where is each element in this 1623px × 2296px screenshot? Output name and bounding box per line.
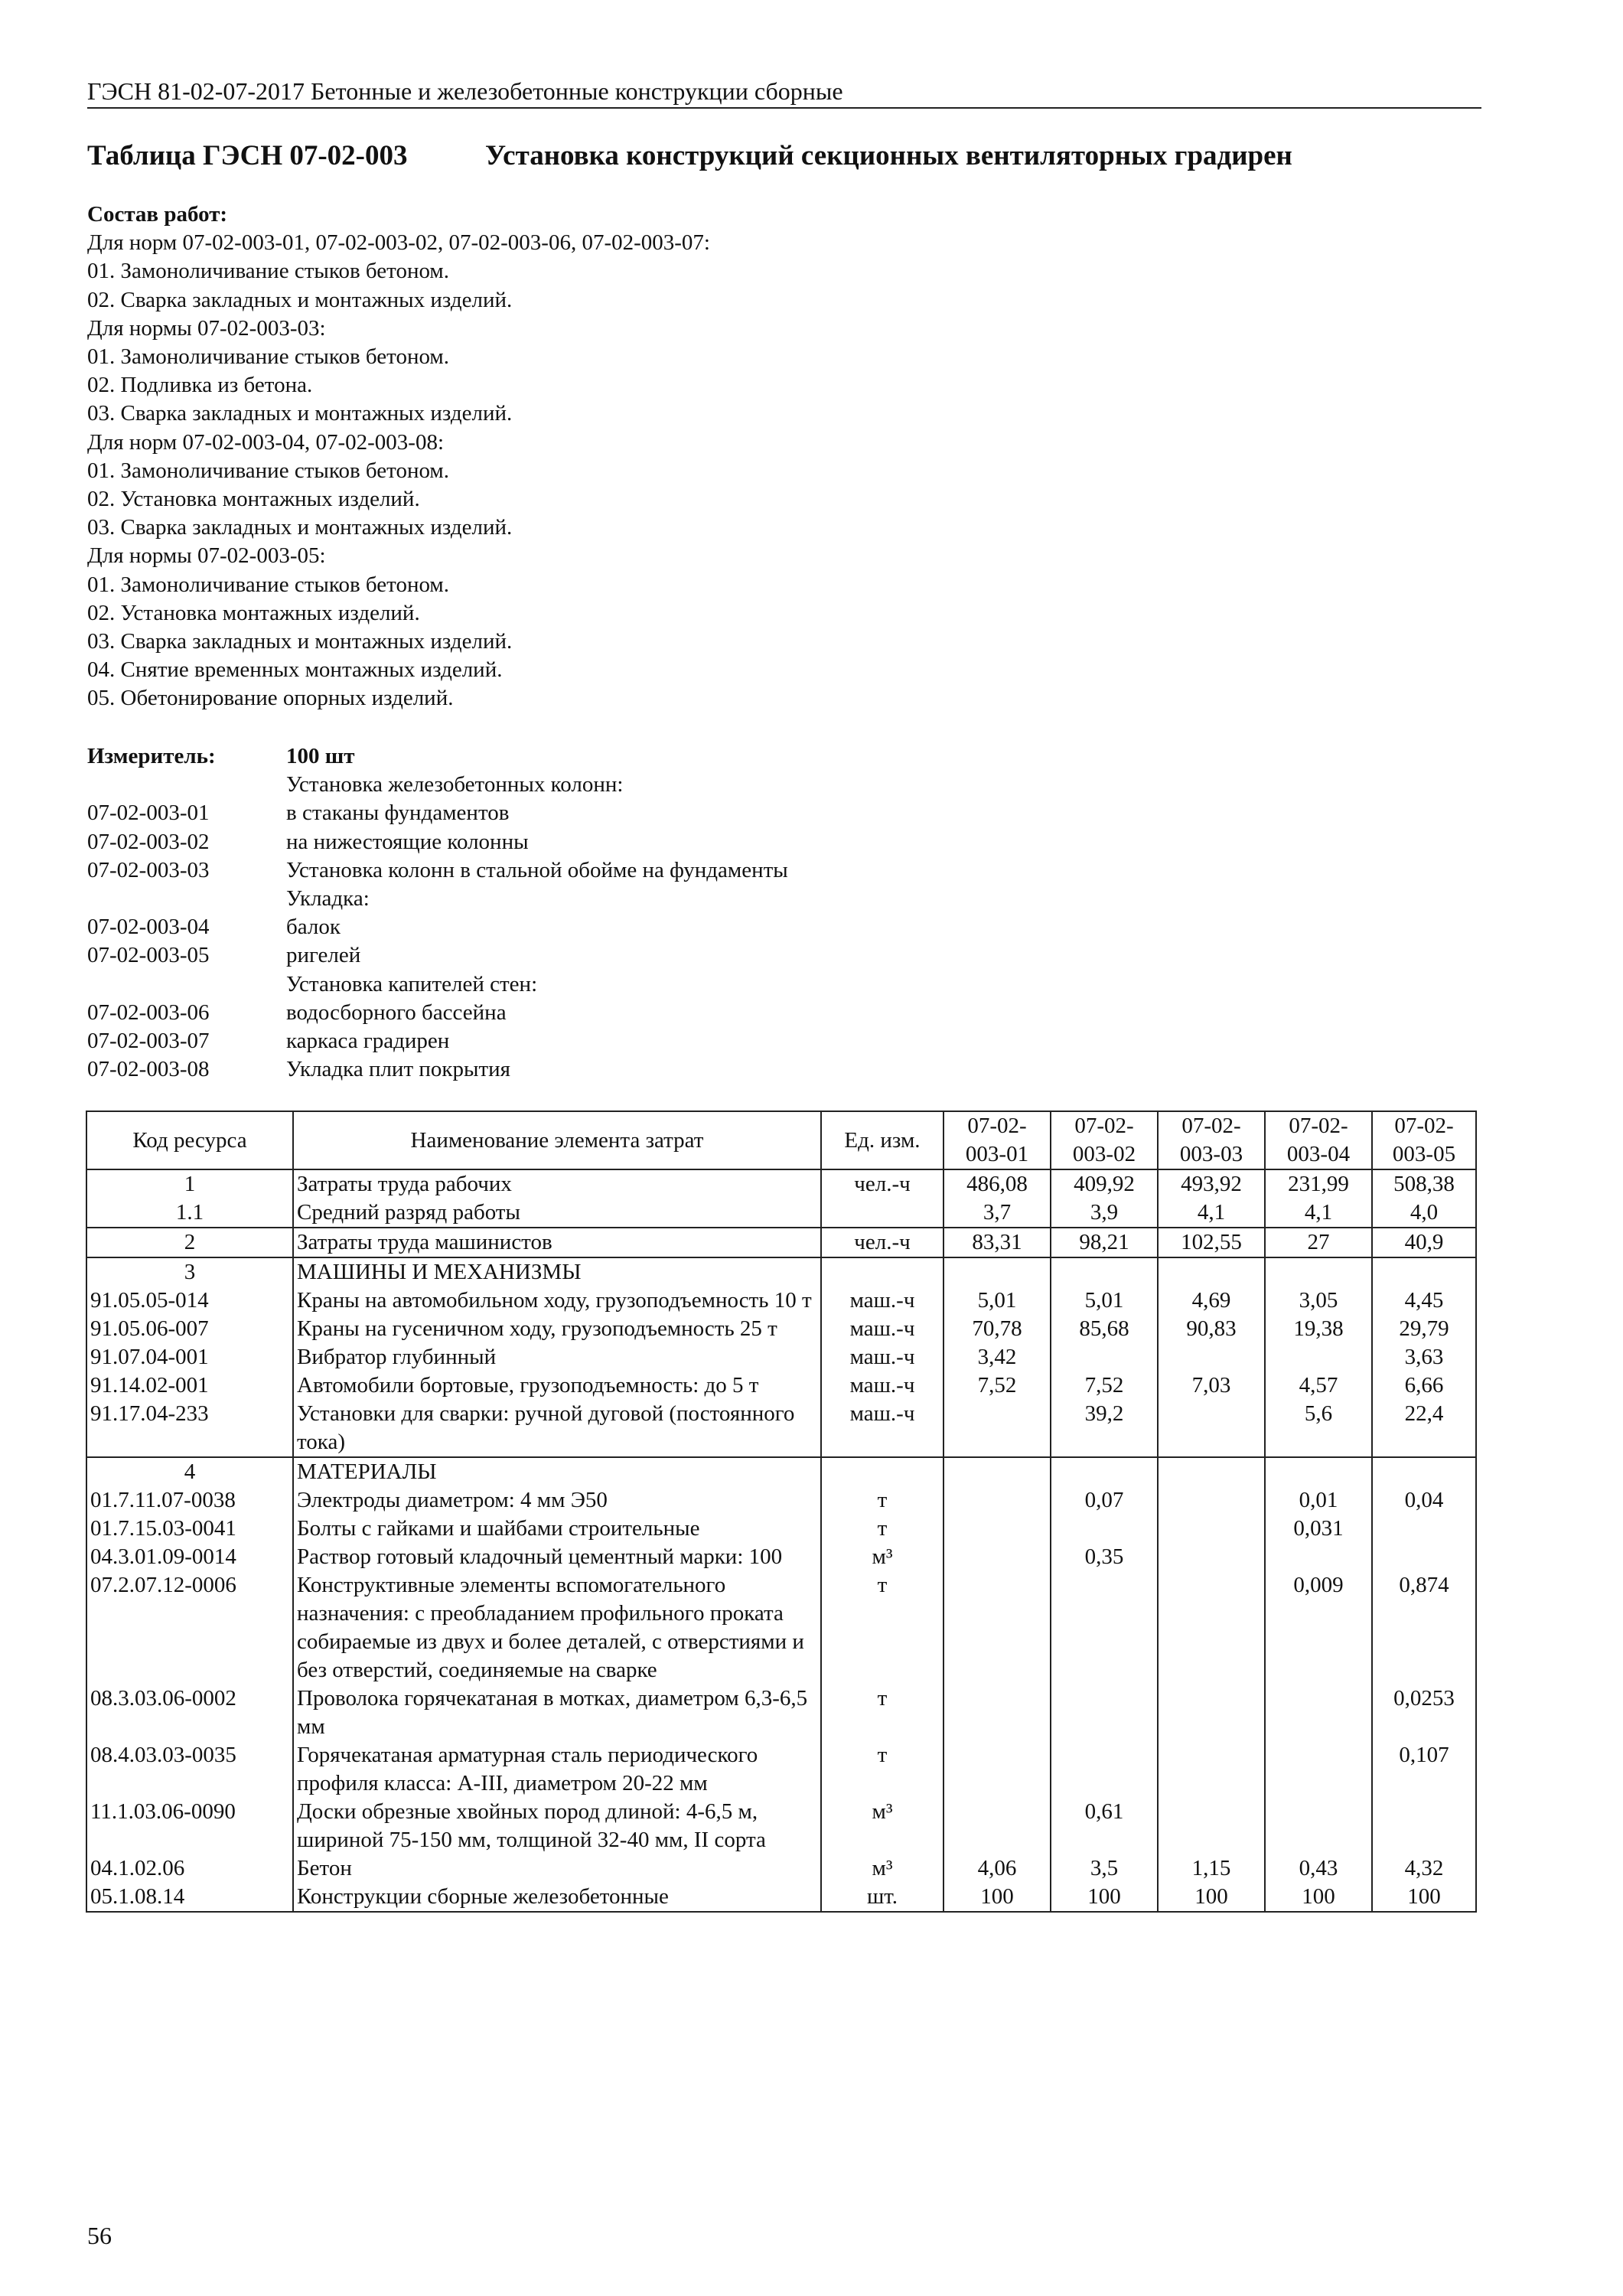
table-row	[86, 1571, 1476, 1684]
cell-code: 91.07.04-001	[86, 1343, 293, 1371]
cell-name: Электроды диаметром: 4 мм Э50	[293, 1486, 821, 1515]
cell-value: 83,31	[943, 1228, 1051, 1257]
cell-value	[1265, 1543, 1372, 1571]
cell-value: 0,07	[1051, 1486, 1158, 1515]
resource-table	[86, 1110, 1477, 1913]
norm-code: 07-02-003-03	[87, 857, 210, 882]
cell-unit: т	[821, 1571, 943, 1684]
header-col-2-a: 07-02-	[1074, 1114, 1134, 1138]
header-code: Код ресурса	[86, 1111, 293, 1169]
cell-value	[1051, 1684, 1158, 1741]
norm-code: 07-02-003-06	[87, 1000, 210, 1025]
table-header-row	[86, 1111, 1476, 1169]
cell-value	[943, 1257, 1051, 1287]
header-name: Наименование элемента затрат	[293, 1111, 821, 1169]
cell-value	[943, 1457, 1051, 1486]
norm-description: каркаса градирен	[286, 1029, 450, 1054]
cell-value	[943, 1798, 1051, 1854]
cell-name: Болты с гайками и шайбами строительные	[293, 1515, 821, 1543]
header-col-2	[1051, 1111, 1158, 1169]
cell-name: Вибратор глубинный	[293, 1343, 821, 1371]
cell-value: 409,92	[1051, 1169, 1158, 1199]
cell-value	[1265, 1741, 1372, 1798]
cell-code: 2	[86, 1228, 293, 1257]
cell-value	[1158, 1343, 1265, 1371]
work-lines	[87, 229, 1465, 713]
table-row	[86, 1400, 1476, 1457]
cell-unit: маш.-ч	[821, 1400, 943, 1457]
cell-unit: м³	[821, 1854, 943, 1883]
norm-code: 07-02-003-02	[87, 829, 210, 854]
cell-name: Автомобили бортовые, грузоподъемность: до 5 т	[293, 1371, 821, 1400]
cell-name: МАТЕРИАЛЫ	[293, 1457, 821, 1486]
cell-value	[1158, 1257, 1265, 1287]
norm-code: 07-02-003-01	[87, 801, 210, 826]
work-line: 02. Сварка закладных и монтажных изделий.	[87, 287, 513, 312]
table-row	[86, 1798, 1476, 1854]
work-line: 03. Сварка закладных и монтажных изделий.	[87, 515, 513, 540]
cell-value	[1372, 1798, 1476, 1854]
cell-value: 27	[1265, 1228, 1372, 1257]
cell-code: 91.17.04-233	[86, 1400, 293, 1457]
cell-value: 7,52	[1051, 1371, 1158, 1400]
cell-value: 98,21	[1051, 1228, 1158, 1257]
header-unit: Ед. изм.	[821, 1111, 943, 1169]
cell-value: 29,79	[1372, 1315, 1476, 1343]
table-row	[86, 1287, 1476, 1315]
cell-unit: м³	[821, 1798, 943, 1854]
cell-value: 102,55	[1158, 1228, 1265, 1257]
cell-name: Конструкции сборные железобетонные	[293, 1883, 821, 1912]
cell-value: 100	[1051, 1883, 1158, 1912]
cell-name: Проволока горячекатаная в мотках, диаметром 6,3-6,5 мм	[293, 1684, 821, 1741]
cell-value	[1051, 1741, 1158, 1798]
table-row	[86, 1515, 1476, 1543]
norm-code: 07-02-003-08	[87, 1057, 210, 1082]
cell-code: 04.1.02.06	[86, 1854, 293, 1883]
norm-description: балок	[286, 915, 341, 940]
cell-value: 19,38	[1265, 1315, 1372, 1343]
table-row	[86, 1315, 1476, 1343]
cell-value: 0,01	[1265, 1486, 1372, 1515]
cell-unit: чел.-ч	[821, 1169, 943, 1199]
cell-unit: т	[821, 1515, 943, 1543]
work-line: Для норм 07-02-003-04, 07-02-003-08:	[87, 429, 445, 455]
meter-label: Измеритель:	[87, 744, 216, 768]
work-line: 04. Снятие временных монтажных изделий.	[87, 657, 503, 683]
cell-name: Средний разряд работы	[293, 1199, 821, 1228]
cell-value: 4,1	[1265, 1199, 1372, 1228]
cell-value: 5,01	[1051, 1287, 1158, 1315]
norm-row	[87, 771, 1465, 799]
cell-value: 3,5	[1051, 1854, 1158, 1883]
header-col-4-b: 003-04	[1286, 1142, 1351, 1166]
cell-name: Краны на автомобильном ходу, грузоподъемность 10 т	[293, 1287, 821, 1315]
cell-value: 90,83	[1158, 1315, 1265, 1343]
work-composition	[87, 201, 1465, 713]
norm-row	[87, 970, 1465, 999]
cell-value: 39,2	[1051, 1400, 1158, 1457]
cell-code: 4	[86, 1457, 293, 1486]
cell-name: МАШИНЫ И МЕХАНИЗМЫ	[293, 1257, 821, 1287]
table-row	[86, 1371, 1476, 1400]
header-col-1-b: 003-01	[965, 1142, 1029, 1166]
cell-value	[1372, 1543, 1476, 1571]
cell-code: 1	[86, 1169, 293, 1199]
meter-row	[87, 742, 1465, 771]
cell-value: 5,6	[1265, 1400, 1372, 1457]
cell-name: Затраты труда машинистов	[293, 1228, 821, 1257]
norm-code	[87, 970, 286, 999]
table-row	[86, 1228, 1476, 1257]
cell-value: 0,874	[1372, 1571, 1476, 1684]
cell-value	[1158, 1684, 1265, 1741]
norm-row	[87, 913, 1465, 941]
norm-description: Укладка:	[286, 886, 370, 912]
cell-value: 4,32	[1372, 1854, 1476, 1883]
cell-unit: маш.-ч	[821, 1287, 943, 1315]
norm-row	[87, 799, 1465, 827]
norm-code: 07-02-003-07	[87, 1029, 210, 1054]
work-line: 02. Установка монтажных изделий.	[87, 600, 420, 625]
cell-value: 70,78	[943, 1315, 1051, 1343]
table-code: Таблица ГЭСН 07-02-003	[87, 140, 408, 171]
norm-description: на нижестоящие колонны	[286, 829, 529, 854]
table-row	[86, 1741, 1476, 1798]
cell-value: 6,66	[1372, 1371, 1476, 1400]
cell-value: 0,009	[1265, 1571, 1372, 1684]
cell-value: 0,61	[1051, 1798, 1158, 1854]
norm-description: Установка капителей стен:	[286, 971, 538, 996]
cell-unit	[821, 1457, 943, 1486]
cell-value	[943, 1515, 1051, 1543]
cell-code: 04.3.01.09-0014	[86, 1543, 293, 1571]
cell-unit: маш.-ч	[821, 1315, 943, 1343]
cell-value: 231,99	[1265, 1169, 1372, 1199]
cell-value: 508,38	[1372, 1169, 1476, 1199]
norm-description: ригелей	[286, 943, 361, 968]
cell-unit: шт.	[821, 1883, 943, 1912]
norm-description: Установка колонн в стальной обойме на фундаменты	[286, 857, 788, 882]
cell-unit: т	[821, 1486, 943, 1515]
meter-block	[87, 742, 1465, 1084]
table-row	[86, 1257, 1476, 1287]
work-line: 01. Замоноличивание стыков бетоном.	[87, 458, 450, 483]
cell-code: 07.2.07.12-0006	[86, 1571, 293, 1684]
cell-name: Затраты труда рабочих	[293, 1169, 821, 1199]
cell-value: 3,7	[943, 1199, 1051, 1228]
norm-row	[87, 885, 1465, 913]
page-number: 56	[87, 2222, 112, 2249]
header-col-2-b: 003-02	[1072, 1142, 1136, 1166]
cell-value	[1265, 1684, 1372, 1741]
norm-code: 07-02-003-04	[87, 915, 210, 940]
cell-value: 4,57	[1265, 1371, 1372, 1400]
header-col-1-a: 07-02-	[967, 1114, 1027, 1138]
cell-value	[1051, 1571, 1158, 1684]
work-line: 01. Замоноличивание стыков бетоном.	[87, 344, 450, 370]
cell-value: 0,031	[1265, 1515, 1372, 1543]
cell-value: 100	[943, 1883, 1051, 1912]
cell-name: Раствор готовый кладочный цементный марки: 100	[293, 1543, 821, 1571]
cell-unit: т	[821, 1684, 943, 1741]
cell-value	[1265, 1343, 1372, 1371]
cell-name: Установки для сварки: ручной дуговой (постоянного тока)	[293, 1400, 821, 1457]
cell-value: 7,52	[943, 1371, 1051, 1400]
cell-name: Доски обрезные хвойных пород длиной: 4-6,5 м, шириной 75-150 мм, толщиной 32-40 мм, II сорта	[293, 1798, 821, 1854]
cell-value: 3,63	[1372, 1343, 1476, 1371]
cell-value: 4,06	[943, 1854, 1051, 1883]
table-row	[86, 1543, 1476, 1571]
table-row	[86, 1486, 1476, 1515]
table-row	[86, 1169, 1476, 1199]
norm-row	[87, 1055, 1465, 1084]
work-line: Для нормы 07-02-003-05:	[87, 543, 326, 569]
norm-list	[87, 771, 1465, 1084]
table-row	[86, 1684, 1476, 1741]
running-header: ГЭСН 81-02-07-2017 Бетонные и железобетонные конструкции сборные	[87, 77, 1481, 109]
cell-unit	[821, 1257, 943, 1287]
cell-value	[1051, 1257, 1158, 1287]
norm-row	[87, 828, 1465, 856]
cell-value: 100	[1372, 1883, 1476, 1912]
cell-value: 40,9	[1372, 1228, 1476, 1257]
cell-value	[1158, 1798, 1265, 1854]
cell-value	[1265, 1257, 1372, 1287]
work-line: 03. Сварка закладных и монтажных изделий.	[87, 401, 513, 426]
cell-value	[1158, 1515, 1265, 1543]
cell-value	[1158, 1457, 1265, 1486]
cell-name: Бетон	[293, 1854, 821, 1883]
meter-unit: 100 шт	[286, 744, 355, 768]
header-col-4	[1265, 1111, 1372, 1169]
header-col-1	[943, 1111, 1051, 1169]
cell-value	[1158, 1400, 1265, 1457]
norm-row	[87, 1027, 1465, 1055]
cell-value: 4,0	[1372, 1199, 1476, 1228]
cell-code: 1.1	[86, 1199, 293, 1228]
cell-value	[943, 1543, 1051, 1571]
cell-unit: чел.-ч	[821, 1228, 943, 1257]
header-col-5	[1372, 1111, 1476, 1169]
cell-code: 08.3.03.06-0002	[86, 1684, 293, 1741]
cell-value	[943, 1400, 1051, 1457]
cell-value: 4,69	[1158, 1287, 1265, 1315]
cell-value	[1158, 1741, 1265, 1798]
table-body	[86, 1169, 1476, 1912]
table-row	[86, 1854, 1476, 1883]
cell-value: 493,92	[1158, 1169, 1265, 1199]
cell-value	[1265, 1798, 1372, 1854]
work-line: 01. Замоноличивание стыков бетоном.	[87, 572, 450, 597]
cell-value: 4,45	[1372, 1287, 1476, 1315]
table-name: Установка конструкций секционных вентиляторных градирен	[485, 140, 1292, 171]
norm-row	[87, 999, 1465, 1027]
work-line: 02. Подливка из бетона.	[87, 373, 313, 398]
cell-value: 0,35	[1051, 1543, 1158, 1571]
table-row	[86, 1457, 1476, 1486]
cell-unit: м³	[821, 1543, 943, 1571]
cell-name: Краны на гусеничном ходу, грузоподъемность 25 т	[293, 1315, 821, 1343]
header-col-3-a: 07-02-	[1181, 1114, 1241, 1138]
cell-value: 100	[1265, 1883, 1372, 1912]
cell-value: 1,15	[1158, 1854, 1265, 1883]
table-row	[86, 1883, 1476, 1912]
table-row	[86, 1343, 1476, 1371]
cell-unit: т	[821, 1741, 943, 1798]
cell-value	[1051, 1515, 1158, 1543]
cell-unit: маш.-ч	[821, 1371, 943, 1400]
norm-code	[87, 885, 286, 913]
cell-value	[1158, 1543, 1265, 1571]
cell-value	[943, 1741, 1051, 1798]
cell-value	[943, 1571, 1051, 1684]
cell-value: 3,05	[1265, 1287, 1372, 1315]
cell-code: 01.7.15.03-0041	[86, 1515, 293, 1543]
header-col-3-b: 003-03	[1179, 1142, 1243, 1166]
header-col-4-a: 07-02-	[1289, 1114, 1348, 1138]
cell-code: 08.4.03.03-0035	[86, 1741, 293, 1798]
cell-value	[1158, 1571, 1265, 1684]
norm-description: в стаканы фундаментов	[286, 801, 510, 826]
cell-code: 91.14.02-001	[86, 1371, 293, 1400]
cell-value: 3,9	[1051, 1199, 1158, 1228]
cell-value	[943, 1684, 1051, 1741]
cell-value: 3,42	[943, 1343, 1051, 1371]
cell-value	[1051, 1343, 1158, 1371]
table-row	[86, 1199, 1476, 1228]
cell-name: Конструктивные элементы вспомогательного назначения: с преобладанием профильного проката собираемые из двух и более деталей, с отверстиями и без отверстий, соединяемые на сварке	[293, 1571, 821, 1684]
cell-value: 100	[1158, 1883, 1265, 1912]
header-col-3	[1158, 1111, 1265, 1169]
cell-code: 11.1.03.06-0090	[86, 1798, 293, 1854]
cell-value: 5,01	[943, 1287, 1051, 1315]
cell-value: 0,0253	[1372, 1684, 1476, 1741]
work-line: Для норм 07-02-003-01, 07-02-003-02, 07-02-003-06, 07-02-003-07:	[87, 230, 710, 256]
cell-value	[1372, 1457, 1476, 1486]
norm-row	[87, 941, 1465, 970]
cell-value	[1372, 1257, 1476, 1287]
cell-code: 05.1.08.14	[86, 1883, 293, 1912]
cell-unit: маш.-ч	[821, 1343, 943, 1371]
work-line: 03. Сварка закладных и монтажных изделий.	[87, 629, 513, 654]
table-title	[87, 139, 1480, 173]
header-col-5-b: 003-05	[1392, 1142, 1456, 1166]
norm-code: 07-02-003-05	[87, 943, 210, 968]
work-line: Для нормы 07-02-003-03:	[87, 315, 326, 341]
work-line: 01. Замоноличивание стыков бетоном.	[87, 259, 450, 284]
cell-value: 4,1	[1158, 1199, 1265, 1228]
norm-description: Установка железобетонных колонн:	[286, 772, 624, 797]
cell-name: Горячекатаная арматурная сталь периодического профиля класса: А-III, диаметром 20-22 мм	[293, 1741, 821, 1798]
cell-value: 7,03	[1158, 1371, 1265, 1400]
cell-value: 0,04	[1372, 1486, 1476, 1515]
cell-code: 01.7.11.07-0038	[86, 1486, 293, 1515]
cell-value: 85,68	[1051, 1315, 1158, 1343]
norm-description: водосборного бассейна	[286, 1000, 507, 1025]
work-line: 02. Установка монтажных изделий.	[87, 487, 420, 512]
work-heading: Состав работ:	[87, 202, 228, 227]
cell-value: 486,08	[943, 1169, 1051, 1199]
work-line: 05. Обетонирование опорных изделий.	[87, 686, 454, 711]
cell-code: 91.05.05-014	[86, 1287, 293, 1315]
cell-code: 91.05.06-007	[86, 1315, 293, 1343]
cell-value	[1372, 1515, 1476, 1543]
cell-value	[1265, 1457, 1372, 1486]
cell-value	[1158, 1486, 1265, 1515]
cell-value: 0,107	[1372, 1741, 1476, 1798]
norm-description: Укладка плит покрытия	[286, 1057, 511, 1082]
cell-code: 3	[86, 1257, 293, 1287]
cell-value: 0,43	[1265, 1854, 1372, 1883]
cell-value	[943, 1486, 1051, 1515]
cell-value: 22,4	[1372, 1400, 1476, 1457]
cell-value	[1051, 1457, 1158, 1486]
cell-unit	[821, 1199, 943, 1228]
norm-code	[87, 771, 286, 799]
header-col-5-a: 07-02-	[1394, 1114, 1454, 1138]
norm-row	[87, 856, 1465, 885]
